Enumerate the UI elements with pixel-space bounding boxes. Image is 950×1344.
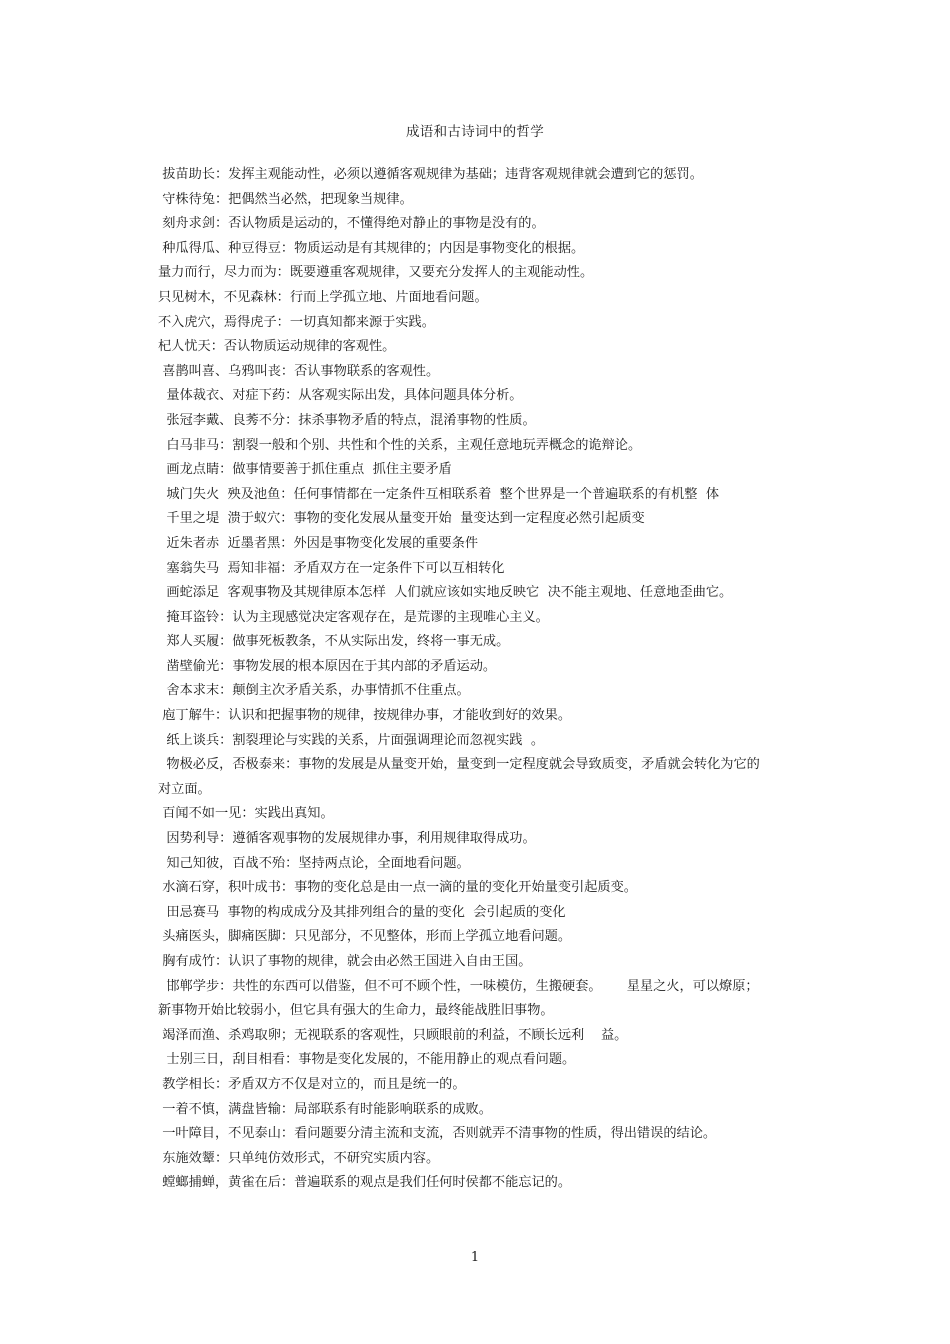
text-line: 画蛇添足 客观事物及其规律原本怎样 人们就应该如实地反映它 决不能主观地、任意地歪曲它。 — [158, 585, 733, 601]
text-line: 庖丁解牛：认识和把握事物的规律，按规律办事，才能收到好的效果。 — [158, 708, 572, 724]
page-number: 1 — [470, 1250, 480, 1265]
text-line: 拔苗助长：发挥主观能动性，必须以遵循客观规律为基础；违背客观规律就会遭到它的惩罚。 — [158, 167, 703, 182]
text-line: 士别三日，刮目相看：事物是变化发展的，不能用静止的观点看问题。 — [158, 1052, 576, 1068]
text-line: 胸有成竹：认识了事物的规律，就会由必然王国进入自由王国。 — [158, 954, 532, 969]
text-line: 种瓜得瓜、种豆得豆：物质运动是有其规律的；内因是事物变化的根据。 — [158, 240, 585, 256]
text-line: 喜鹊叫喜、乌鸦叫丧：否认事物联系的客观性。 — [158, 363, 440, 379]
text-line: 邯郸学步：共性的东西可以借鉴，但不可不顾个性，一味模仿，生搬硬套。 星星之火，可以燎原； — [158, 978, 759, 994]
text-line: 田忌赛马 事物的构成成分及其排列组合的量的变化 会引起质的变化 — [158, 904, 566, 920]
text-line: 守株待兔：把偶然当必然，把现象当规律。 — [158, 191, 413, 207]
text-line: 画龙点睛：做事情要善于抓住重点 抓住主要矛盾 — [158, 462, 452, 478]
text-line: 因势利导：遵循客观事物的发展规律办事，利用规律取得成功。 — [158, 831, 536, 847]
text-line: 量力而行，尽力而为：既要遵重客观规律，又要充分发挥人的主观能动性。 — [158, 265, 594, 281]
text-line: 知己知彼，百战不殆：坚持两点论，全面地看问题。 — [158, 855, 470, 871]
text-line: 物极必反，否极泰来：事物的发展是从量变开始，量变到一定程度就会导致质变，矛盾就会转化为它的 — [158, 757, 760, 773]
text-line: 水滴石穿，积叶成书：事物的变化总是由一点一滴的量的变化开始量变引起质变。 — [158, 880, 637, 896]
text-line: 对立面。 — [158, 781, 211, 797]
page-title: 成语和古诗词中的哲学 — [406, 124, 544, 140]
text-line: 舍本求末：颠倒主次矛盾关系，办事情抓不住重点。 — [158, 683, 470, 699]
text-line: 凿壁偷光：事物发展的根本原因在于其内部的矛盾运动。 — [158, 658, 497, 674]
text-line: 近朱者赤 近墨者黑：外因是事物变化发展的重要条件 — [158, 535, 479, 551]
text-line: 竭泽而渔、杀鸡取卵；无视联系的客观性，只顾眼前的利益，不顾长远利 益。 — [158, 1027, 628, 1043]
text-line: 东施效颦：只单纯仿效形式，不研究实质内容。 — [158, 1150, 440, 1166]
text-line: 不入虎穴，焉得虎子：一切真知都来源于实践。 — [158, 314, 435, 330]
text-line: 量体裁衣、对症下药：从客观实际出发，具体问题具体分析。 — [158, 388, 523, 404]
text-line: 一着不慎，满盘皆输：局部联系有时能影响联系的成败。 — [158, 1101, 492, 1117]
text-line: 刻舟求剑：否认物质是运动的，不懂得绝对静止的事物是没有的。 — [158, 216, 545, 232]
text-line: 掩耳盗铃：认为主现感觉决定客观存在，是荒谬的主现唯心主义。 — [158, 609, 549, 625]
text-line: 螳螂捕蝉，黄雀在后：普遍联系的观点是我们任何时侯都不能忘记的。 — [158, 1175, 572, 1191]
text-line: 千里之堤 溃于蚁穴：事物的变化发展从量变开始 量变达到一定程度必然引起质变 — [158, 511, 645, 527]
text-line: 郑人买履：做事死板教条，不从实际出发，终将一事无成。 — [158, 634, 510, 650]
text-line: 城门失火 殃及池鱼：任何事情都在一定条件互相联系着 整个世界是一个普遍联系的有机整 体 — [158, 486, 720, 502]
text-line: 纸上谈兵：割裂理论与实践的关系，片面强调理论而忽视实践 。 — [158, 732, 545, 748]
text-line: 百闻不如一见：实践出真知。 — [158, 806, 334, 822]
body-text — [158, 163, 820, 1196]
text-line: 只见树木，不见森林：行而上学孤立地、片面地看问题。 — [158, 289, 488, 305]
text-line: 头痛医头，脚痛医脚：只见部分，不见整体，形而上学孤立地看问题。 — [158, 929, 572, 945]
text-line: 塞翁失马 焉知非福：矛盾双方在一定条件下可以互相转化 — [158, 560, 505, 576]
text-line: 张冠李戴、良莠不分：抹杀事物矛盾的特点，混淆事物的性质。 — [158, 412, 536, 428]
text-line: 一叶障目，不见泰山：看问题要分清主流和支流，否则就弄不清事物的性质，得出错误的结论。 — [158, 1126, 717, 1142]
text-line: 教学相长：矛盾双方不仅是对立的，而且是统一的。 — [158, 1076, 466, 1092]
text-line: 白马非马：割裂一般和个别、共性和个性的关系，主观任意地玩弄概念的诡辩论。 — [158, 437, 642, 453]
text-line: 新事物开始比较弱小，但它具有强大的生命力，最终能战胜旧事物。 — [158, 1003, 554, 1019]
text-line: 杞人忧天：否认物质运动规律的客观性。 — [158, 339, 396, 355]
